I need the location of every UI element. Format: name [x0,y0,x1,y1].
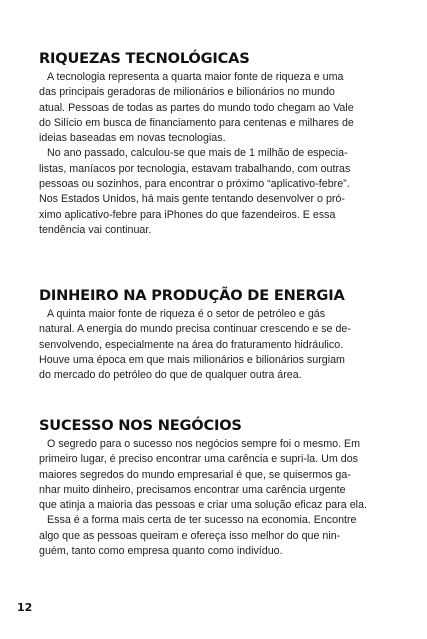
paragraph [39,513,389,559]
text-line: A tecnologia representa a quarta maior fonte de riqueza e uma [47,71,344,83]
section-heading: SUCESSO NOS NEGÓCIOS [39,417,242,434]
text-line: ideias baseadas em novas tecnologias. [39,132,226,145]
text-line: primeiro lugar, é preciso encontrar uma carência e supri-la. Um dos [39,453,358,466]
paragraph [39,146,389,238]
text-line: senvolvendo, especialmente na área do fraturamento hidráulico. [39,338,344,351]
text-line: das principais geradoras de milionários e bilionários no mundo [39,86,335,99]
section-riquezas-tecnologicas [39,50,389,238]
section-sucesso-negocios [39,417,389,559]
text-line: do mercado do petróleo do que de qualquer outra área. [39,369,302,382]
text-line: pessoas ou sozinhos, para encontrar o próximo “aplicativo-febre”. [39,178,350,191]
text-line: nhar muito dinheiro, precisamos encontrar uma carência urgente [39,483,346,496]
text-line: Houve uma época em que mais milionários e bilionários surgiam [39,353,345,366]
section-dinheiro-energia [39,287,389,383]
text-line: Essa é a forma mais certa de ter sucesso na economia. Encontre [47,514,357,527]
text-line: O segredo para o sucesso nos negócios sempre foi o mesmo. Em [47,438,361,450]
text-line: atual. Pessoas de todas as partes do mundo todo chegam ao Vale [39,101,354,114]
text-line: Nos Estados Unidos, há mais gente tentando desenvolver o pró- [39,193,345,206]
paragraph [39,437,389,513]
section-heading: DINHEIRO NA PRODUÇÃO DE ENERGIA [39,287,345,304]
text-line: No ano passado, calculou-se que mais de 1 milhão de especia- [47,147,348,160]
text-line: A quinta maior fonte de riqueza é o setor de petróleo e gás [47,308,326,320]
section-heading: RIQUEZAS TECNOLÓGICAS [39,50,250,67]
text-line: do Silício em busca de financiamento para centenas e milhares de [39,116,354,129]
text-line: guém, tanto como empresa quanto como indivíduo. [39,545,283,558]
paragraph [39,70,389,146]
text-line: ximo aplicativo-febre para iPhones do que fazendeiros. E essa [39,208,336,221]
text-line: listas, maníacos por tecnologia, estavam trabalhando, com outras [39,162,351,175]
text-line: tendência vai continuar. [39,223,152,236]
text-line: que atinja a maioria das pessoas e criar uma solução eficaz para ela. [39,499,367,512]
text-line: algo que as pessoas queiram e ofereça isso melhor do que nin- [39,529,341,542]
page-number: 12 [17,601,33,614]
paragraph [39,307,389,383]
text-line: maiores segredos do mundo empresarial é que, se quisermos ga- [39,468,351,481]
text-line: natural. A energia do mundo precisa continuar crescendo e se de- [39,323,351,336]
